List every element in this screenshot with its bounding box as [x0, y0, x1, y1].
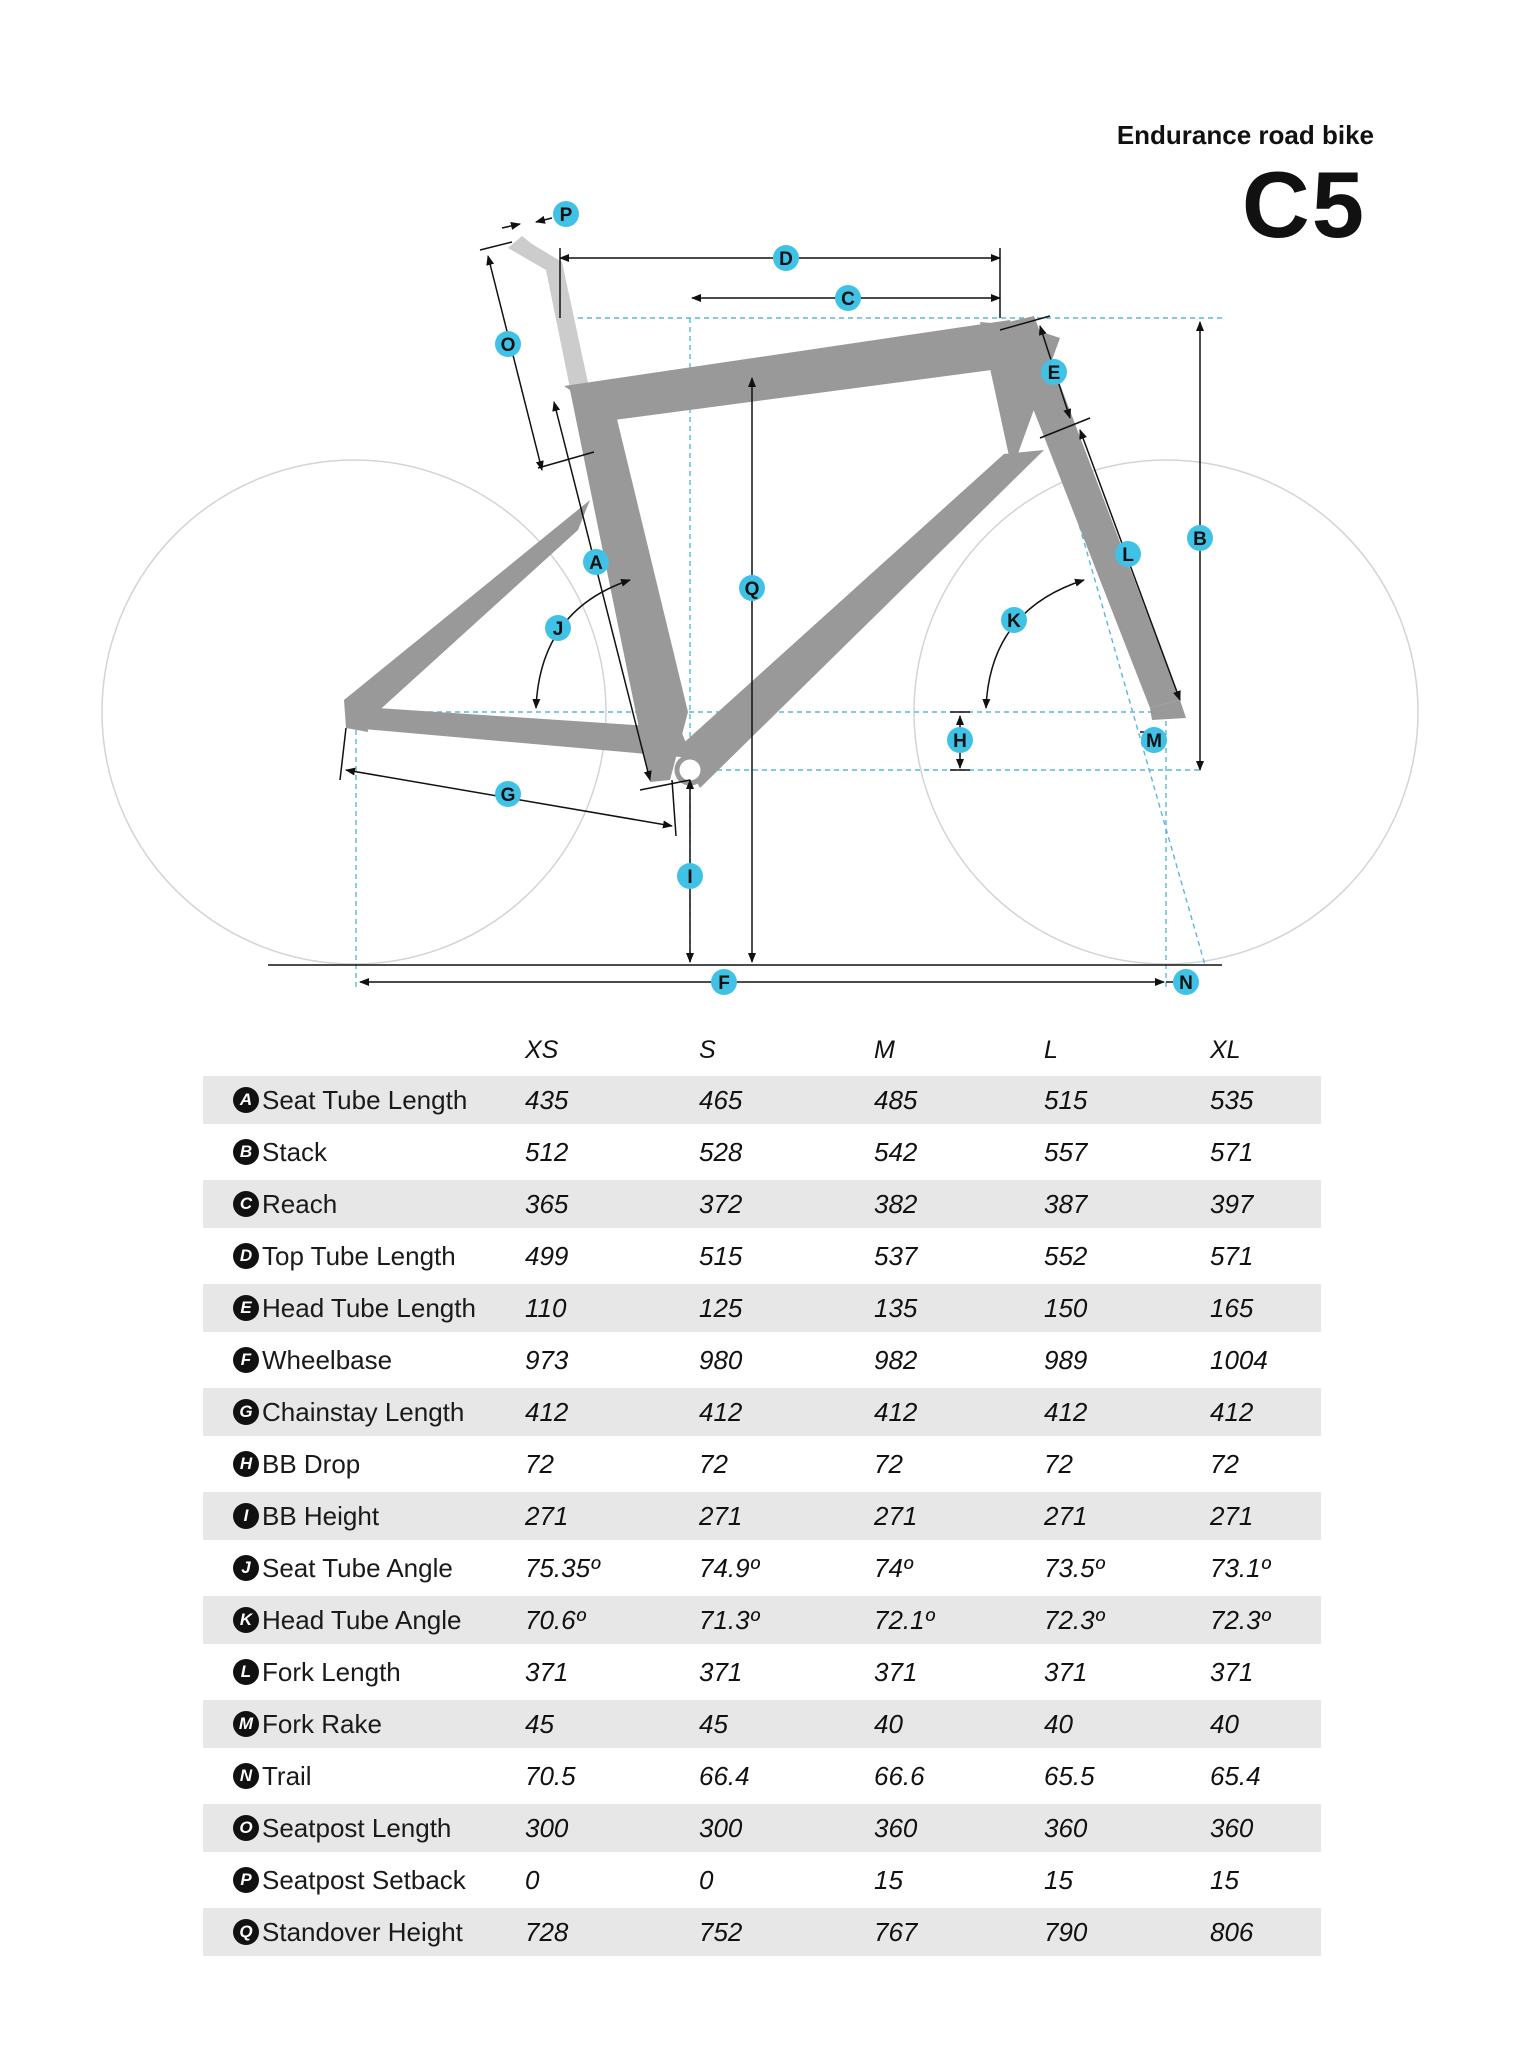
marker-L	[1115, 541, 1141, 567]
table-cell: 387	[1044, 1188, 1088, 1219]
row-label	[203, 1709, 525, 1740]
table-cell: 74.9º	[699, 1552, 760, 1583]
row-label	[203, 1397, 525, 1428]
table-row	[203, 1128, 1321, 1176]
table-cell: 360	[1210, 1812, 1254, 1843]
table-row	[203, 1804, 1321, 1852]
table-cell: 371	[699, 1656, 743, 1687]
table-cell: 15	[1044, 1864, 1073, 1895]
table-cell: 72.3º	[1044, 1604, 1105, 1635]
table-cell: 499	[525, 1240, 569, 1271]
table-cell: 412	[525, 1396, 569, 1427]
marker-I	[677, 863, 703, 889]
table-cell: 360	[1044, 1812, 1088, 1843]
row-key-badge: O	[233, 1815, 259, 1841]
table-cell: 300	[699, 1812, 743, 1843]
table-row	[203, 1648, 1321, 1696]
marker-Q	[739, 575, 765, 601]
row-key-badge: D	[233, 1243, 259, 1269]
svg-text:J: J	[552, 619, 564, 640]
row-label-text: Fork Length	[262, 1656, 401, 1687]
table-cell: 557	[1044, 1136, 1088, 1167]
table-cell: 271	[1210, 1500, 1254, 1531]
table-cell: 0	[699, 1864, 714, 1895]
row-label	[203, 1553, 525, 1584]
size-header: M	[874, 1035, 895, 1064]
row-key-badge: J	[233, 1555, 259, 1581]
row-label	[203, 1241, 525, 1272]
table-cell: 70.6º	[525, 1604, 586, 1635]
table-cell: 66.6	[874, 1760, 925, 1791]
table-cell: 535	[1210, 1084, 1254, 1115]
row-key-badge: G	[233, 1399, 259, 1425]
row-key-badge: K	[233, 1607, 259, 1633]
table-cell: 135	[874, 1292, 918, 1323]
table-cell: 15	[1210, 1864, 1239, 1895]
row-label-text: Head Tube Length	[262, 1292, 476, 1323]
svg-text:P: P	[559, 205, 573, 226]
table-cell: 40	[874, 1708, 903, 1739]
table-row	[203, 1076, 1321, 1124]
svg-text:G: G	[500, 785, 516, 806]
svg-text:N: N	[1179, 973, 1193, 994]
marker-C	[835, 285, 861, 311]
size-header: L	[1044, 1035, 1058, 1064]
table-cell: 552	[1044, 1240, 1088, 1271]
row-key-badge: M	[233, 1711, 259, 1737]
row-key-badge: H	[233, 1451, 259, 1477]
table-cell: 571	[1210, 1240, 1254, 1271]
row-label-text: BB Drop	[262, 1448, 361, 1479]
marker-H	[947, 727, 973, 753]
size-header: XL	[1210, 1035, 1241, 1064]
table-row	[203, 1388, 1321, 1436]
subtitle: Endurance road bike	[1116, 120, 1374, 150]
row-key-badge: C	[233, 1191, 259, 1217]
row-label-text: Reach	[262, 1188, 338, 1219]
table-cell: 72	[699, 1448, 728, 1479]
table-cell: 271	[699, 1500, 743, 1531]
row-label-text: Seat Tube Angle	[262, 1552, 453, 1583]
table-cell: 72	[874, 1448, 903, 1479]
row-label-text: Wheelbase	[262, 1344, 393, 1375]
table-cell: 70.5	[525, 1760, 576, 1791]
table-cell: 372	[699, 1188, 743, 1219]
row-label-text: Trail	[262, 1760, 312, 1791]
marker-O	[495, 331, 521, 357]
table-body	[203, 1076, 1321, 1956]
svg-text:K: K	[1007, 611, 1021, 632]
table-cell: 790	[1044, 1916, 1088, 1947]
table-cell: 271	[525, 1500, 569, 1531]
row-key-badge: I	[233, 1503, 259, 1529]
table-row	[203, 1752, 1321, 1800]
marker-P	[553, 201, 579, 227]
table-cell: 74º	[874, 1552, 913, 1583]
svg-text:H: H	[953, 731, 967, 752]
row-label-text: Chainstay Length	[262, 1396, 465, 1427]
marker-M	[1141, 727, 1167, 753]
table-row	[203, 1908, 1321, 1956]
table-cell: 271	[874, 1500, 918, 1531]
row-label-text: Standover Height	[262, 1916, 463, 1947]
row-key-badge: N	[233, 1763, 259, 1789]
table-cell: 150	[1044, 1292, 1088, 1323]
table-cell: 485	[874, 1084, 918, 1115]
table-cell: 512	[525, 1136, 569, 1167]
svg-text:D: D	[779, 249, 793, 270]
row-key-badge: Q	[233, 1919, 259, 1945]
row-key-badge: E	[233, 1295, 259, 1321]
table-cell: 73.1º	[1210, 1552, 1271, 1583]
table-cell: 382	[874, 1188, 918, 1219]
row-label-text: Fork Rake	[262, 1708, 382, 1739]
marker-A	[583, 549, 609, 575]
seatpost	[508, 236, 590, 398]
model-name: C5	[1241, 152, 1366, 257]
row-label	[203, 1761, 525, 1792]
table-cell: 72	[525, 1448, 554, 1479]
table-cell: 371	[1044, 1656, 1088, 1687]
table-cell: 40	[1044, 1708, 1073, 1739]
row-label	[203, 1501, 525, 1532]
table-cell: 528	[699, 1136, 743, 1167]
svg-text:Q: Q	[744, 579, 760, 600]
table-cell: 1004	[1210, 1344, 1268, 1375]
table-row	[203, 1700, 1321, 1748]
table-cell: 365	[525, 1188, 569, 1219]
table-cell: 537	[874, 1240, 918, 1271]
marker-N	[1173, 969, 1199, 995]
svg-text:O: O	[500, 335, 516, 356]
table-cell: 271	[1044, 1500, 1088, 1531]
row-label-text: Seatpost Length	[262, 1812, 452, 1843]
table-cell: 110	[525, 1292, 567, 1323]
row-label	[203, 1813, 525, 1844]
row-label-text: Head Tube Angle	[262, 1604, 462, 1635]
size-header: XS	[525, 1035, 559, 1064]
table-cell: 300	[525, 1812, 569, 1843]
marker-D	[773, 245, 799, 271]
table-cell: 15	[874, 1864, 903, 1895]
table-header	[203, 1024, 1321, 1076]
table-cell: 806	[1210, 1916, 1254, 1947]
table-cell: 465	[699, 1084, 743, 1115]
marker-G	[495, 781, 521, 807]
marker-J	[545, 615, 571, 641]
svg-text:B: B	[1193, 529, 1207, 550]
table-cell: 371	[1210, 1656, 1254, 1687]
table-cell: 973	[525, 1344, 569, 1375]
svg-text:L: L	[1122, 545, 1134, 566]
table-cell: 72	[1210, 1448, 1239, 1479]
table-row	[203, 1544, 1321, 1592]
table-cell: 65.5	[1044, 1760, 1095, 1791]
row-label	[203, 1657, 525, 1688]
row-key-badge: P	[233, 1867, 259, 1893]
row-label	[203, 1865, 525, 1896]
table-cell: 73.5º	[1044, 1552, 1105, 1583]
table-cell: 542	[874, 1136, 918, 1167]
table-cell: 728	[525, 1916, 569, 1947]
svg-text:C: C	[841, 289, 855, 310]
table-cell: 571	[1210, 1136, 1254, 1167]
table-cell: 66.4	[699, 1760, 750, 1791]
table-cell: 515	[1044, 1084, 1088, 1115]
row-label-text: Seatpost Setback	[262, 1864, 466, 1895]
marker-E	[1041, 359, 1067, 385]
row-label-text: Stack	[262, 1136, 328, 1167]
table-row	[203, 1440, 1321, 1488]
row-label	[203, 1189, 525, 1220]
table-row	[203, 1284, 1321, 1332]
row-label	[203, 1605, 525, 1636]
row-key-badge: F	[233, 1347, 259, 1373]
table-cell: 360	[874, 1812, 918, 1843]
table-cell: 72.3º	[1210, 1604, 1271, 1635]
table-cell: 65.4	[1210, 1760, 1261, 1791]
svg-text:A: A	[589, 553, 603, 574]
table-cell: 435	[525, 1084, 569, 1115]
row-label-text: Seat Tube Length	[262, 1084, 468, 1115]
table-cell: 515	[699, 1240, 743, 1271]
row-label	[203, 1345, 525, 1376]
table-cell: 989	[1044, 1344, 1088, 1375]
table-cell: 412	[699, 1396, 743, 1427]
row-key-badge: B	[233, 1139, 259, 1165]
table-row	[203, 1336, 1321, 1384]
table-cell: 982	[874, 1344, 918, 1375]
table-cell: 767	[874, 1916, 918, 1947]
table-row	[203, 1856, 1321, 1904]
table-cell: 0	[525, 1864, 540, 1895]
table-cell: 71.3º	[699, 1604, 760, 1635]
marker-F	[711, 969, 737, 995]
row-label	[203, 1137, 525, 1168]
table-cell: 40	[1210, 1708, 1239, 1739]
table-row	[203, 1492, 1321, 1540]
svg-text:I: I	[687, 867, 693, 888]
table-cell: 412	[1210, 1396, 1254, 1427]
table-cell: 752	[699, 1916, 743, 1947]
row-label	[203, 1293, 525, 1324]
svg-text:M: M	[1146, 731, 1162, 752]
table-row	[203, 1180, 1321, 1228]
row-label-text: BB Height	[262, 1500, 380, 1531]
row-label	[203, 1917, 525, 1948]
table-cell: 45	[699, 1708, 728, 1739]
row-key-badge: A	[233, 1087, 259, 1113]
row-label	[203, 1449, 525, 1480]
table-row	[203, 1232, 1321, 1280]
table-cell: 371	[874, 1656, 918, 1687]
table-cell: 72.1º	[874, 1604, 935, 1635]
row-label-text: Top Tube Length	[262, 1240, 456, 1271]
size-header: S	[699, 1035, 716, 1064]
geometry-diagram	[0, 0, 1520, 1020]
table-cell: 72	[1044, 1448, 1073, 1479]
table-cell: 980	[699, 1344, 743, 1375]
table-cell: 165	[1210, 1292, 1254, 1323]
table-row	[203, 1596, 1321, 1644]
marker-K	[1001, 607, 1027, 633]
table-cell: 125	[699, 1292, 743, 1323]
geometry-table	[203, 1024, 1321, 1960]
table-cell: 45	[525, 1708, 554, 1739]
table-cell: 371	[525, 1656, 569, 1687]
svg-text:E: E	[1047, 363, 1061, 384]
marker-B	[1187, 525, 1213, 551]
svg-text:F: F	[718, 973, 730, 994]
bottom-bracket	[677, 757, 703, 783]
table-cell: 75.35º	[525, 1552, 600, 1583]
row-key-badge: L	[233, 1659, 259, 1685]
table-cell: 412	[1044, 1396, 1088, 1427]
table-cell: 412	[874, 1396, 918, 1427]
table-cell: 397	[1210, 1188, 1254, 1219]
row-label	[203, 1085, 525, 1116]
